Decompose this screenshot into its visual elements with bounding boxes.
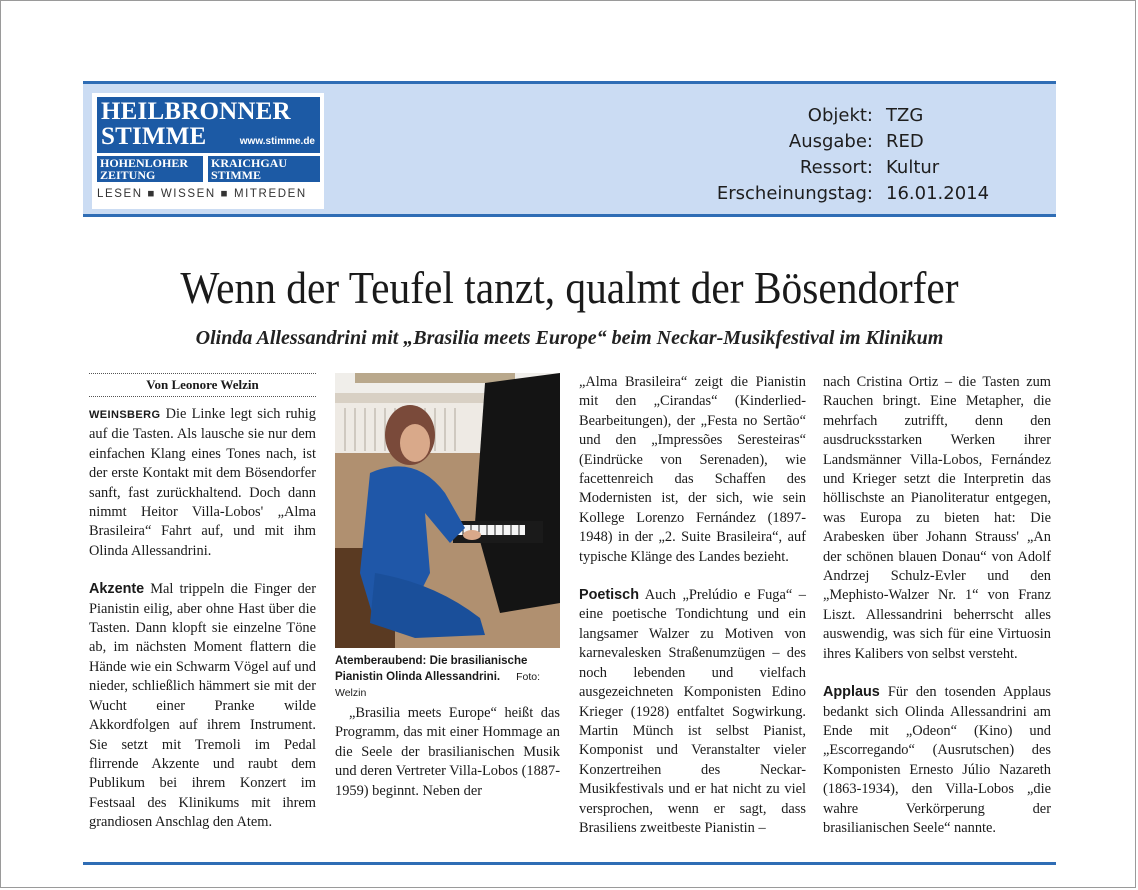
logo-url: www.stimme.de [239,136,315,147]
logo-main-block [97,97,320,153]
meta-value: TZG [886,105,924,126]
article-headline: Wenn der Teufel tanzt, qualmt der Bösendorfer [180,262,959,313]
meta-value: 16.01.2014 [886,183,990,204]
logo-sub1-line2: ZEITUNG [100,168,156,182]
paragraph-2 [89,580,316,832]
logo-sub1-line1: HOHENLOHER [100,156,189,170]
section-keyword: Poetisch [579,587,639,604]
meta-row-erscheinungstag [698,181,1038,207]
logo-title-line1: HEILBRONNER [101,98,291,125]
photo-caption [335,653,560,701]
meta-label: Ressort: [799,157,873,178]
article-column-2 [335,704,560,801]
logo-sub-kraichgau [208,156,320,182]
article-subheadline: Olinda Allessandrini mit „Brasilia meets Europe“ beim Neckar-Musikfestival im Klinikum [195,327,944,349]
meta-value: Kultur [886,157,940,178]
meta-row-ressort [698,155,1038,181]
clipping-metadata [698,103,1038,207]
meta-row-ausgabe [698,129,1038,155]
paragraph-applaus [823,683,1051,838]
section-keyword: Akzente [89,581,145,598]
meta-label: Ausgabe: [788,131,873,152]
pianist-photo-illustration [335,373,560,648]
bottom-rule [83,862,1056,865]
paragraph-text: „Brasilia meets Europe“ heißt das Programm, das mit einer Hommage an die Seele der brasilianischen Musik und deren Vertreter Villa-Lobos (1887-1959) beginnt. Neben der [335,705,560,799]
meta-value: RED [886,131,924,152]
logo-sub2-line2: STIMME [211,168,262,182]
caption-text: Atemberaubend: Die brasilianische Pianistin Olinda Allessandrini. [335,655,528,683]
paragraph-text: „Alma Brasileira“ zeigt die Pianistin mit den „Cirandas“ (Kinderlied-Bearbeitungen), der „Festa no Sertão“ und den „Impressões Seresteiras“ (Eindrücke von Serenaden), wie facettenreich das Schaffen des Modernisten ist, der sich, wie sein Kollege Lorenzo Fernández (1897-1948) in der „2. Suite Brasileira“, auf typische Klänge des Landes bezieht. [579,374,806,565]
logo-title-line2: STIMME [101,123,207,150]
logo-tagline: LESEN ■ WISSEN ■ MITREDEN [97,188,307,200]
meta-label: Objekt: [807,105,873,126]
paragraph-text: nach Cristina Ortiz – die Tasten zum Rauchen bringt. Eine Metapher, die mehrfach zutrifft, denn den ausdrucksstarken Werken ihrer Landsmänner Villa-Lobos, Fernández und Krieger setzt die Interpretin das höllischste an Pianoliteratur entgegen, was Europa zu bieten hat: Die Arabesken über Johann Strauss' „An der schönen blauen Donau“ von Adolf Andrzej Schulz-Evler und den „Mephisto-Walzer Nr. 1“ von Franz Liszt. Allessandrini beherrscht alles auswendig, was sich für eine Virtuosin ihres Kalibers von selbst versteht. [823,374,1051,662]
meta-label: Erscheinungstag: [716,183,873,204]
article-column-4 [823,373,1051,838]
clipping-header [83,81,1056,217]
paragraph-text: Für den tosenden Applaus bedankt sich Olinda Allessandrini am Ende mit „Odeon“ (Kino) und „Escorregando“ (Ausrutschen) des Komponisten Ernesto Júlio Nazareth (1863-1934), den Villa-Lobos „die wahre Verkörperung der brasilianischen Seele“ nannte. [823,684,1051,836]
paragraph-text: Die Linke legt sich ruhig auf die Tasten. Als lausche sie nur dem einfachen Klang eines Tones nach, ist der erste Kontakt mit dem Bösendorfer sanft, fast zurückhaltend. Doch dann nimmt Heitor Villa-Lobos' „Alma Brasileira“ Fahrt auf, und mit ihm Olinda Allessandrini. [89,406,316,559]
newspaper-logo [92,93,324,209]
logo-sub2-line1: KRAICHGAU [211,156,288,170]
article-column-3 [579,373,806,838]
photo-credit: Foto: Welzin [335,671,541,699]
paragraph-text: Auch „Prelúdio e Fuga“ – eine poetische Tondichtung und ein langsamer Walzer zu Motiven von karnevalesken Straßenumzügen – des noch lebenden und vielfach ausgezeichneten Komponisten Edino Krieger (1928) entfaltet Sogwirkung. Martin Münch ist selbst Pianist, Komponist und Veranstalter vieler Konzertreihen des Neckar-Musikfestivals und er hat nicht zu viel versprochen, wenn er sagt, dass Brasiliens zweitbeste Pianistin – [579,587,806,836]
dateline: WEINSBERG [89,409,161,421]
article-photo-pianist [335,373,560,648]
paragraph-1 [89,405,316,561]
byline: Von Leonore Welzin [89,373,316,397]
logo-sub-hohenloher [97,156,203,182]
section-keyword: Applaus [823,684,880,701]
paragraph-poetisch [579,586,806,838]
meta-row-objekt [698,103,1038,129]
article-column-1 [89,373,316,833]
paragraph-text: Mal trippeln die Finger der Pianistin eilig, aber ohne Hast über die Tasten. Dann klopft sie einzelne Töne ab, im nächsten Moment flattern die Hände wie ein Schwarm Vögel auf und nieder, schließlich hämmert sie mit der Wucht einer Pranke wilde Akkordfolgen auf ihrem Instrument. Sie setzt mit Tremoli im Pedal flirrende Akzente und raubt dem Publikum bei ihrem Konzert im Festsaal des Klinikums mit ihrem grandiosen Anschlag den Atem. [89,581,316,831]
